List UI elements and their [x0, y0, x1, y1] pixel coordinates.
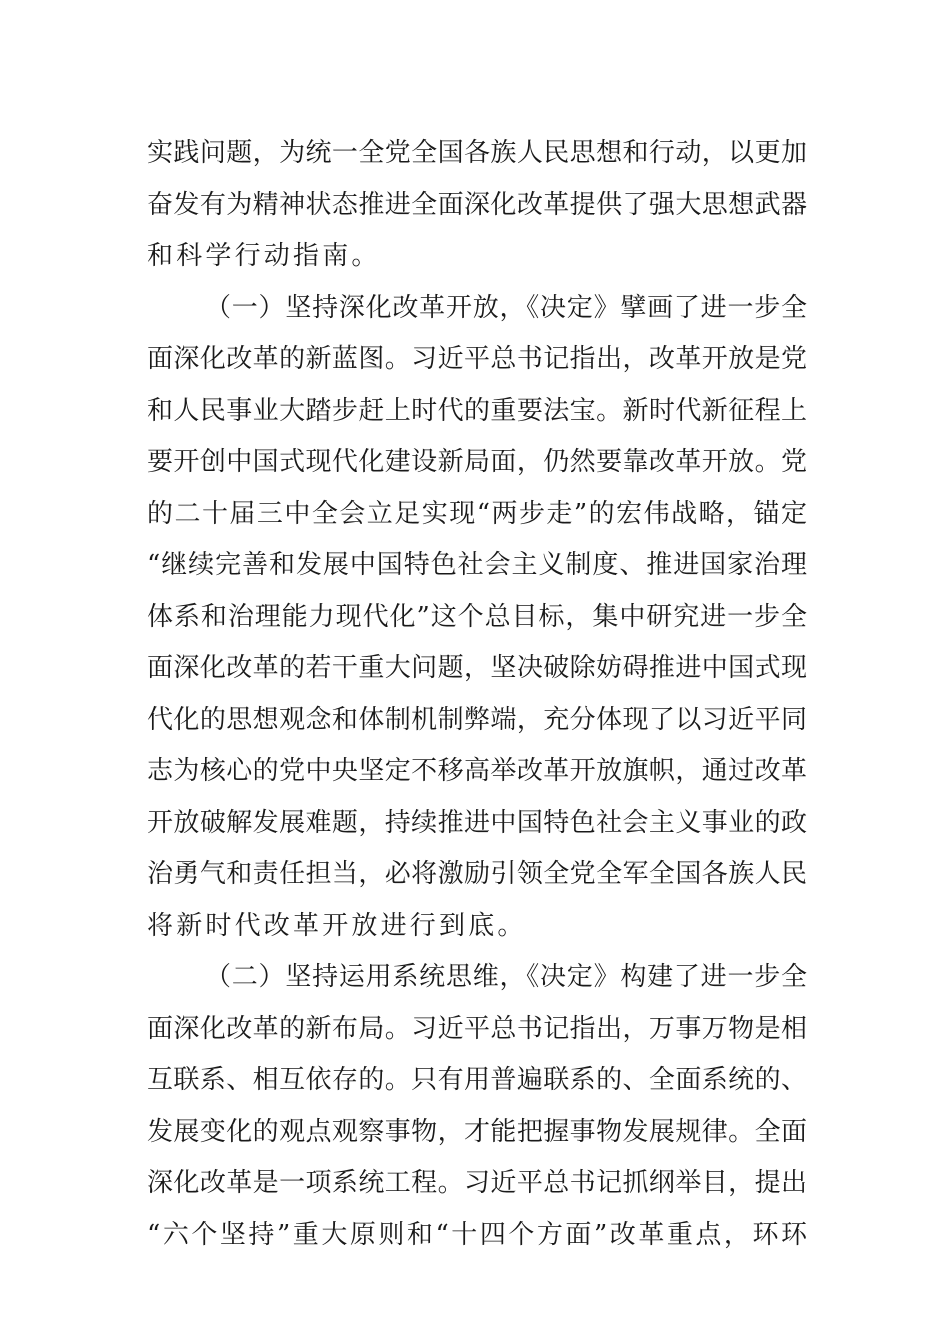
text-line: 面深化改革的新蓝图。习近平总书记指出，改革开放是党 — [147, 344, 807, 374]
text-line: 将新时代改革开放进行到底。 — [147, 910, 527, 941]
text-line: 互联系、相互依存的。只有用普遍联系的、全面系统的、 — [147, 1065, 807, 1095]
text-line: “继续完善和发展中国特色社会主义制度、推进国家治理 — [147, 550, 807, 580]
text-line: 面深化改革的若干重大问题，坚决破除妨碍推进中国式现 — [147, 653, 807, 683]
text-line: 面深化改革的新布局。习近平总书记指出，万事万物是相 — [147, 1013, 807, 1044]
text-line: 实践问题，为统一全党全国各族人民思想和行动，以更加 — [147, 138, 807, 168]
text-line: 深化改革是一项系统工程。习近平总书记抓纲举目，提出 — [147, 1168, 807, 1198]
text-line: 的二十届三中全会立足实现“两步走”的宏伟战略，锚定 — [147, 498, 807, 529]
paragraph-heading-line: （二）坚持运用系统思维，《决定》构建了进一步全 — [205, 962, 807, 992]
text-line: 开放破解发展难题，持续推进中国特色社会主义事业的政 — [147, 807, 807, 838]
text-line: 发展变化的观点观察事物，才能把握事物发展规律。全面 — [147, 1116, 807, 1147]
text-line: 代化的思想观念和体制机制弊端，充分体现了以习近平同 — [147, 704, 807, 735]
text-line: 志为核心的党中央坚定不移高举改革开放旗帜，通过改革 — [147, 756, 807, 786]
text-line: 治勇气和责任担当，必将激励引领全党全军全国各族人民 — [147, 859, 807, 889]
text-line: 和人民事业大踏步赶上时代的重要法宝。新时代新征程上 — [147, 395, 807, 426]
text-line: 体系和治理能力现代化”这个总目标，集中研究进一步全 — [147, 601, 807, 632]
body-text — [147, 128, 807, 1261]
text-line: “六个坚持”重大原则和“十四个方面”改革重点，环环 — [147, 1219, 807, 1250]
paragraph-heading-line: （一）坚持深化改革开放，《决定》擘画了进一步全 — [205, 292, 807, 323]
text-line: 要开创中国式现代化建设新局面，仍然要靠改革开放。党 — [147, 447, 807, 477]
text-line: 奋发有为精神状态推进全面深化改革提供了强大思想武器 — [147, 189, 807, 220]
text-line: 和科学行动指南。 — [147, 241, 381, 271]
